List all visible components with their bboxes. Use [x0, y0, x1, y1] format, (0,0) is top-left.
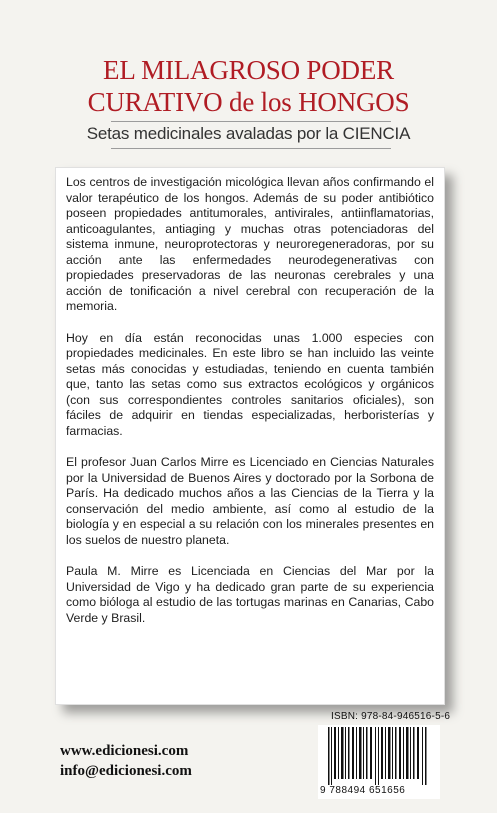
book-subtitle: Setas medicinales avaladas por la CIENCIA — [86, 124, 411, 143]
author-bio-1: El profesor Juan Carlos Mirre es Licenciado en Ciencias Naturales por la Universidad de Buenos Aires y doctorado por la Sorbona de París. Ha dedicado muchos años a las Ciencias de la Tierra y la conservación del medio ambiente, así como al estudio de la biología y en especial a su relación con los minerales presentes en los suelos de nuestro planeta. — [66, 455, 434, 547]
publisher-contact — [60, 741, 192, 781]
subtitle-rule-bottom — [111, 148, 391, 149]
isbn-label: ISBN: 978-84-946516-5-6 — [331, 711, 451, 722]
subtitle-rule-top — [111, 121, 391, 122]
synopsis-paragraph-1: Los centros de investigación micológica llevan años confirmando el valor terapéutico de los hongos. Además de su poder antibiótico poseen propiedades antitumorales, antivirales, antiinflamatorias, anticoagulantes, antiaging y muchas otras potenciadoras del sistema inmune, neuroprotectoras y neuroregeneradoras, por su acción ante las enfermedades neurodegenerativas con propiedades preservadoras de las neuronas cerebrales y una acción de tonificación a nivel cerebral con recuperación de la memoria. — [66, 175, 434, 313]
publisher-email[interactable]: info@edicionesi.com — [60, 763, 192, 779]
author-bio-2: Paula M. Mirre es Licenciada en Ciencias del Mar por la Universidad de Vigo y ha dedicado gran parte de su experiencia como bióloga al estudio de las tortugas marinas en Canarias, Cabo Verde y Brasil. — [66, 564, 434, 625]
book-title-line-1: EL MILAGROSO PODER — [103, 55, 394, 85]
publisher-website[interactable]: www.edicionesi.com — [60, 743, 189, 759]
barcode-bars — [318, 725, 440, 785]
barcode-digits: 9 788494 651656 — [320, 785, 406, 796]
synopsis-paragraph-2: Hoy en día están reconocidas unas 1.000 especies con propiedades medicinales. En este libro se han incluido las veinte setas más conocidas y estudiadas, teniendo en cuenta también que, tanto las setas como sus extractos ecológicos y orgánicos (con sus correspondientes controles sanitarios oficiales), son fáciles de adquirir en tiendas especializadas, herboristerías y farmacias. — [66, 330, 434, 438]
book-title-line-2: CURATIVO de los HONGOS — [87, 87, 410, 117]
synopsis-text — [66, 175, 434, 642]
